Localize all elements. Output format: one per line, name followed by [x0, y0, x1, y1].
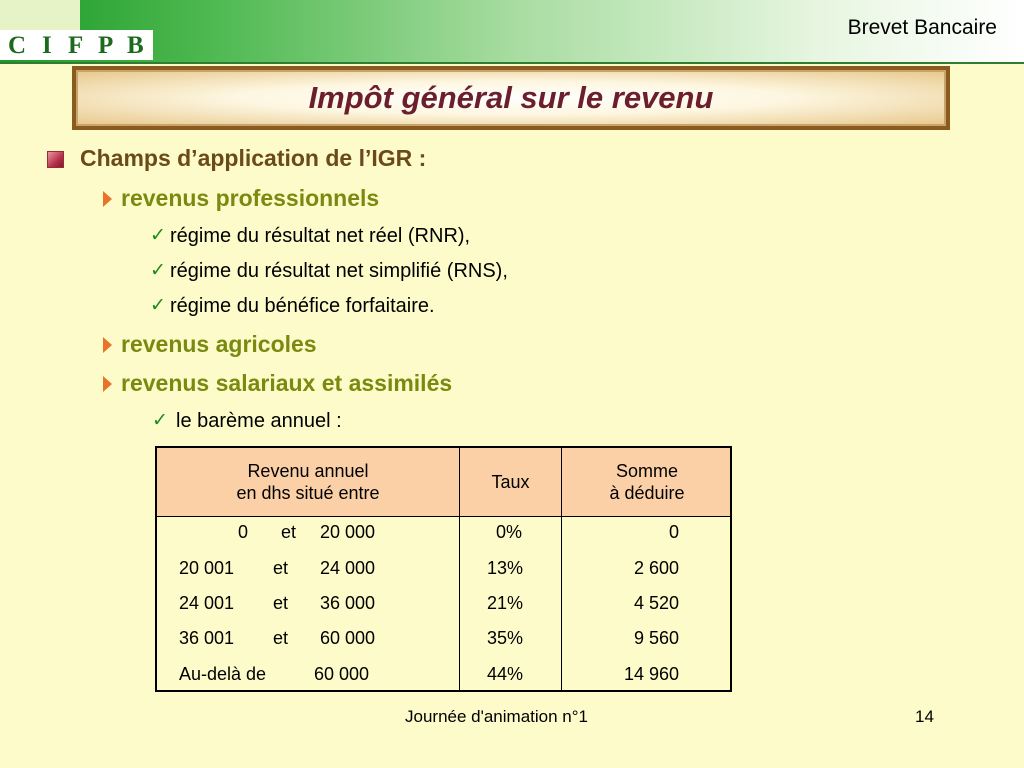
list-item: régime du bénéfice forfaitaire. — [170, 295, 435, 317]
cell-from: 0 — [238, 522, 249, 542]
header-text: Taux — [491, 472, 530, 492]
logo-accent — [0, 0, 80, 30]
cell-somme: 4 520 — [633, 593, 679, 613]
page-number: 14 — [915, 707, 934, 726]
cell-from: 20 001 — [179, 558, 235, 578]
section-label: revenus professionnels — [121, 185, 380, 211]
section-label: revenus salariaux et assimilés — [121, 370, 453, 396]
cell-taux: 0% — [496, 522, 523, 542]
header-taux — [460, 448, 561, 516]
cifpb-logo — [0, 30, 153, 60]
title-panel — [76, 70, 946, 126]
triangle-right-icon — [103, 337, 112, 353]
footer-label: Journée d'animation n°1 — [405, 707, 588, 726]
cell-from: 24 001 — [179, 593, 235, 613]
checkmark-icon: ✓ — [150, 260, 166, 281]
list-item: régime du résultat net réel (RNR), — [170, 225, 471, 247]
logo-letter: I — [42, 32, 52, 59]
cell-taux: 13% — [487, 558, 524, 578]
checkmark-icon: ✓ — [150, 295, 166, 316]
tax-bracket-table — [155, 446, 732, 692]
cell-somme: 2 600 — [633, 558, 679, 578]
cell-to: 20 000 — [320, 522, 376, 542]
cell-from: 36 001 — [179, 628, 235, 648]
header-revenu — [157, 448, 459, 516]
cell-to: 60 000 — [320, 628, 376, 648]
triangle-right-icon — [103, 376, 112, 392]
list-item: le barème annuel : — [176, 410, 342, 432]
section-heading: Champs d’application de l’IGR : — [80, 145, 427, 171]
slide-title: Impôt général sur le revenu — [308, 80, 714, 115]
cell-sep: et — [273, 628, 289, 648]
brand-label: Brevet Bancaire — [847, 16, 997, 39]
cell-to: 24 000 — [320, 558, 376, 578]
cell-from: Au-delà de — [179, 664, 267, 684]
section-label: revenus agricoles — [121, 331, 317, 357]
cell-taux: 21% — [487, 593, 524, 613]
cell-sep: et — [273, 558, 289, 578]
cell-somme: 14 960 — [623, 664, 679, 684]
logo-letter: C — [8, 32, 27, 59]
header-text: en dhs situé entre — [236, 483, 380, 503]
cell-sep: et — [273, 593, 289, 613]
cell-somme: 9 560 — [633, 628, 679, 648]
cell-to: 60 000 — [314, 664, 370, 684]
cell-taux: 44% — [487, 664, 524, 684]
cell-sep: et — [281, 522, 297, 542]
header-divider — [0, 62, 1024, 64]
title-frame — [72, 66, 950, 130]
square-bullet-icon — [47, 151, 64, 168]
triangle-right-icon — [103, 191, 112, 207]
cell-somme: 0 — [668, 522, 679, 542]
header-text: Somme — [615, 461, 678, 481]
header-text: à déduire — [609, 483, 685, 503]
logo-letter: B — [127, 32, 144, 59]
cell-taux: 35% — [487, 628, 524, 648]
list-item: régime du résultat net simplifié (RNS), — [170, 260, 508, 282]
cell-to: 36 000 — [320, 593, 376, 613]
logo-letter: F — [68, 32, 84, 59]
header-text: Revenu annuel — [247, 461, 369, 481]
header-somme — [562, 448, 732, 516]
checkmark-icon: ✓ — [150, 225, 166, 246]
logo-letter: P — [98, 32, 114, 59]
checkmark-icon: ✓ — [152, 410, 168, 431]
